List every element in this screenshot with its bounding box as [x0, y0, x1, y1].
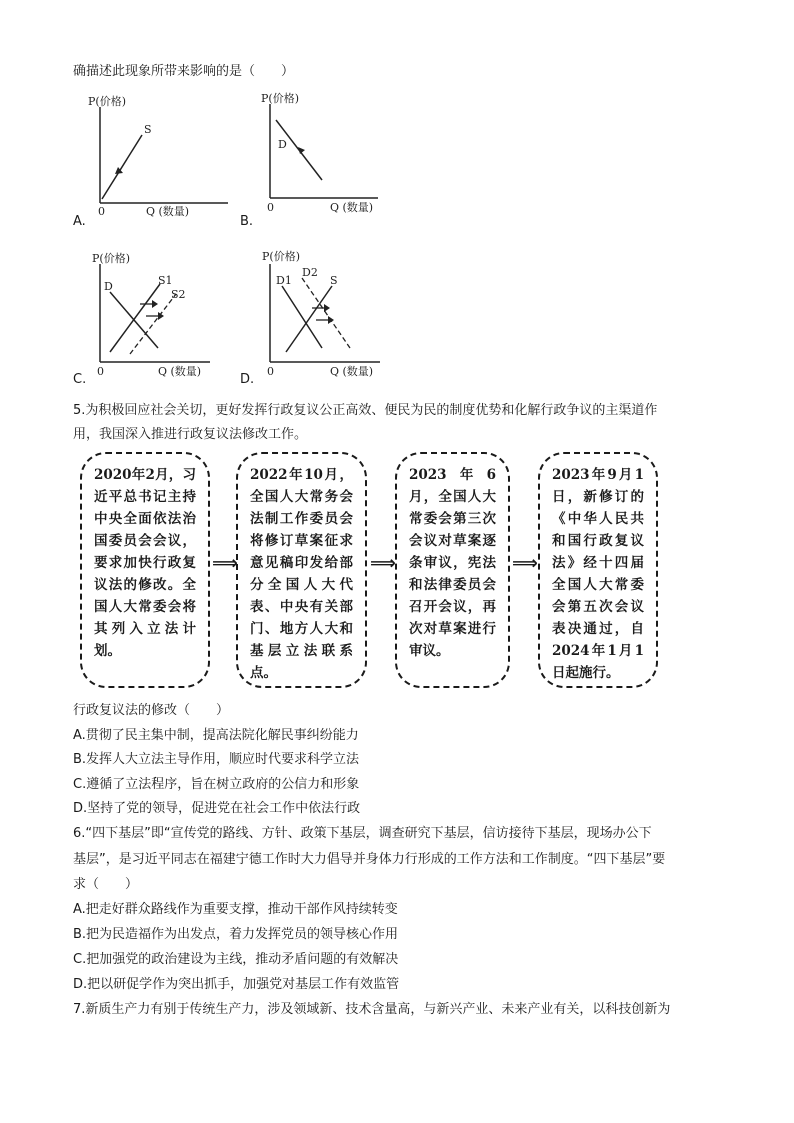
origin-label: 0 — [267, 365, 274, 378]
graph-a — [88, 95, 238, 224]
origin-label: 0 — [97, 365, 104, 378]
flow-step-4: 2023年9月1日，新修订的《中华人民共和国行政复议法》经十四届全国人大常委会第五次会议表决通过，自2024年1月1日起施行。 — [538, 452, 658, 688]
graph-b-option-label: B. — [240, 214, 254, 229]
x-axis-label: Q (数量) — [158, 365, 202, 378]
flow-arrow-icon: ⟹ — [512, 553, 538, 574]
q6-stem-line-3: 求（ ） — [73, 877, 139, 892]
graph-a-svg — [88, 95, 238, 220]
q6-option-b: B.把为民造福作为出发点，着力发挥党员的领导核心作用 — [73, 927, 399, 942]
origin-label: 0 — [267, 201, 274, 214]
curve-label-d: D — [104, 280, 113, 293]
q5-question: 行政复议法的修改（ ） — [73, 703, 230, 718]
q5-option-d: D.坚持了党的领导，促进党在社会工作中依法行政 — [73, 801, 361, 816]
q6-stem-line-1: 6.“四下基层”即“宣传党的路线、方针、政策下基层，调查研究下基层，信访接待下基层，现场办公下 — [73, 826, 652, 841]
origin-label: 0 — [98, 205, 105, 218]
y-axis-label: P(价格) — [92, 252, 130, 265]
q6-stem-line-2: 基层”，是习近平同志在福建宁德工作时大力倡导并身体力行形成的工作方法和工作制度。“四下基层”要 — [73, 852, 666, 867]
graph-c-svg — [88, 250, 218, 380]
flow-arrow-icon: ⟹ — [370, 553, 396, 574]
demand-curve-d1 — [282, 286, 322, 348]
q6-option-c: C.把加强党的政治建设为主线，推动矛盾问题的有效解决 — [73, 952, 399, 967]
graph-c — [88, 250, 218, 384]
flow-step-1: 2020年2月，习近平总书记主持中央全面依法治国委员会会议，要求加快行政复议法的修改。全国人大常委会将其列入立法计划。 — [80, 452, 210, 688]
curve-label-s: S — [144, 123, 152, 136]
graph-d-option-label: D. — [240, 372, 255, 387]
graph-b-svg — [258, 90, 388, 215]
q6-option-d: D.把以研促学作为突出抓手，加强党对基层工作有效监管 — [73, 977, 400, 992]
arrow-right-icon — [152, 300, 158, 308]
curve-label-s2: S2 — [171, 288, 186, 301]
x-axis-label: Q (数量) — [330, 201, 374, 214]
graph-b — [258, 90, 388, 219]
q5-option-c: C.遵循了立法程序，旨在树立政府的公信力和形象 — [73, 777, 360, 792]
q6-option-a: A.把走好群众路线作为重要支撑，推动干部作风持续转变 — [73, 902, 398, 917]
y-axis-label: P(价格) — [262, 250, 300, 263]
x-axis-label: Q (数量) — [330, 365, 374, 378]
arrow-right-icon — [324, 304, 330, 312]
arrow-right-icon — [328, 316, 334, 324]
supply-curve — [102, 135, 142, 199]
curve-label-s1: S1 — [158, 274, 173, 287]
demand-curve-d2 — [302, 278, 350, 348]
q7-stem-line-1: 7.新质生产力有别于传统生产力，涉及领域新、技术含量高，与新兴产业、未来产业有关，以科技创新为 — [73, 1002, 671, 1017]
flow-step-3: 2023年6月，全国人大常委会第三次会议对草案逐条审议，宪法和法律委员会召开会议，再次对草案进行审议。 — [395, 452, 510, 688]
graph-d — [258, 248, 388, 384]
y-axis-label: P(价格) — [261, 92, 299, 105]
curve-label-s: S — [330, 274, 338, 287]
q5-option-a: A.贯彻了民主集中制，提高法院化解民事纠纷能力 — [73, 728, 359, 743]
flow-step-2: 2022年10月，全国人大常务会法制工作委员会将修订草案征求意见稿印发给部分全国人大代表、中央有关部门、地方人大和基层立法联系点。 — [236, 452, 367, 688]
curve-label-d: D — [278, 138, 287, 151]
q5-option-b: B.发挥人大立法主导作用，顺应时代要求科学立法 — [73, 752, 360, 767]
flow-arrow-icon: ⟹ — [212, 553, 238, 574]
curve-label-d2: D2 — [302, 266, 318, 279]
curve-label-d1: D1 — [276, 274, 292, 287]
graph-a-option-label: A. — [73, 214, 86, 229]
graph-c-option-label: C. — [73, 372, 87, 387]
q5-stem-line-2: 用，我国深入推进行政复议法修改工作。 — [73, 427, 308, 442]
y-axis-label: P(价格) — [88, 95, 126, 108]
graph-d-svg — [258, 248, 388, 380]
q4-stem: 确描述此现象所带来影响的是（ ） — [73, 64, 295, 79]
supply-curve — [286, 286, 332, 352]
q5-stem-line-1: 5.为积极回应社会关切，更好发挥行政复议公正高效、便民为民的制度优势和化解行政争议的主渠道作 — [73, 403, 658, 418]
x-axis-label: Q (数量) — [146, 205, 190, 218]
